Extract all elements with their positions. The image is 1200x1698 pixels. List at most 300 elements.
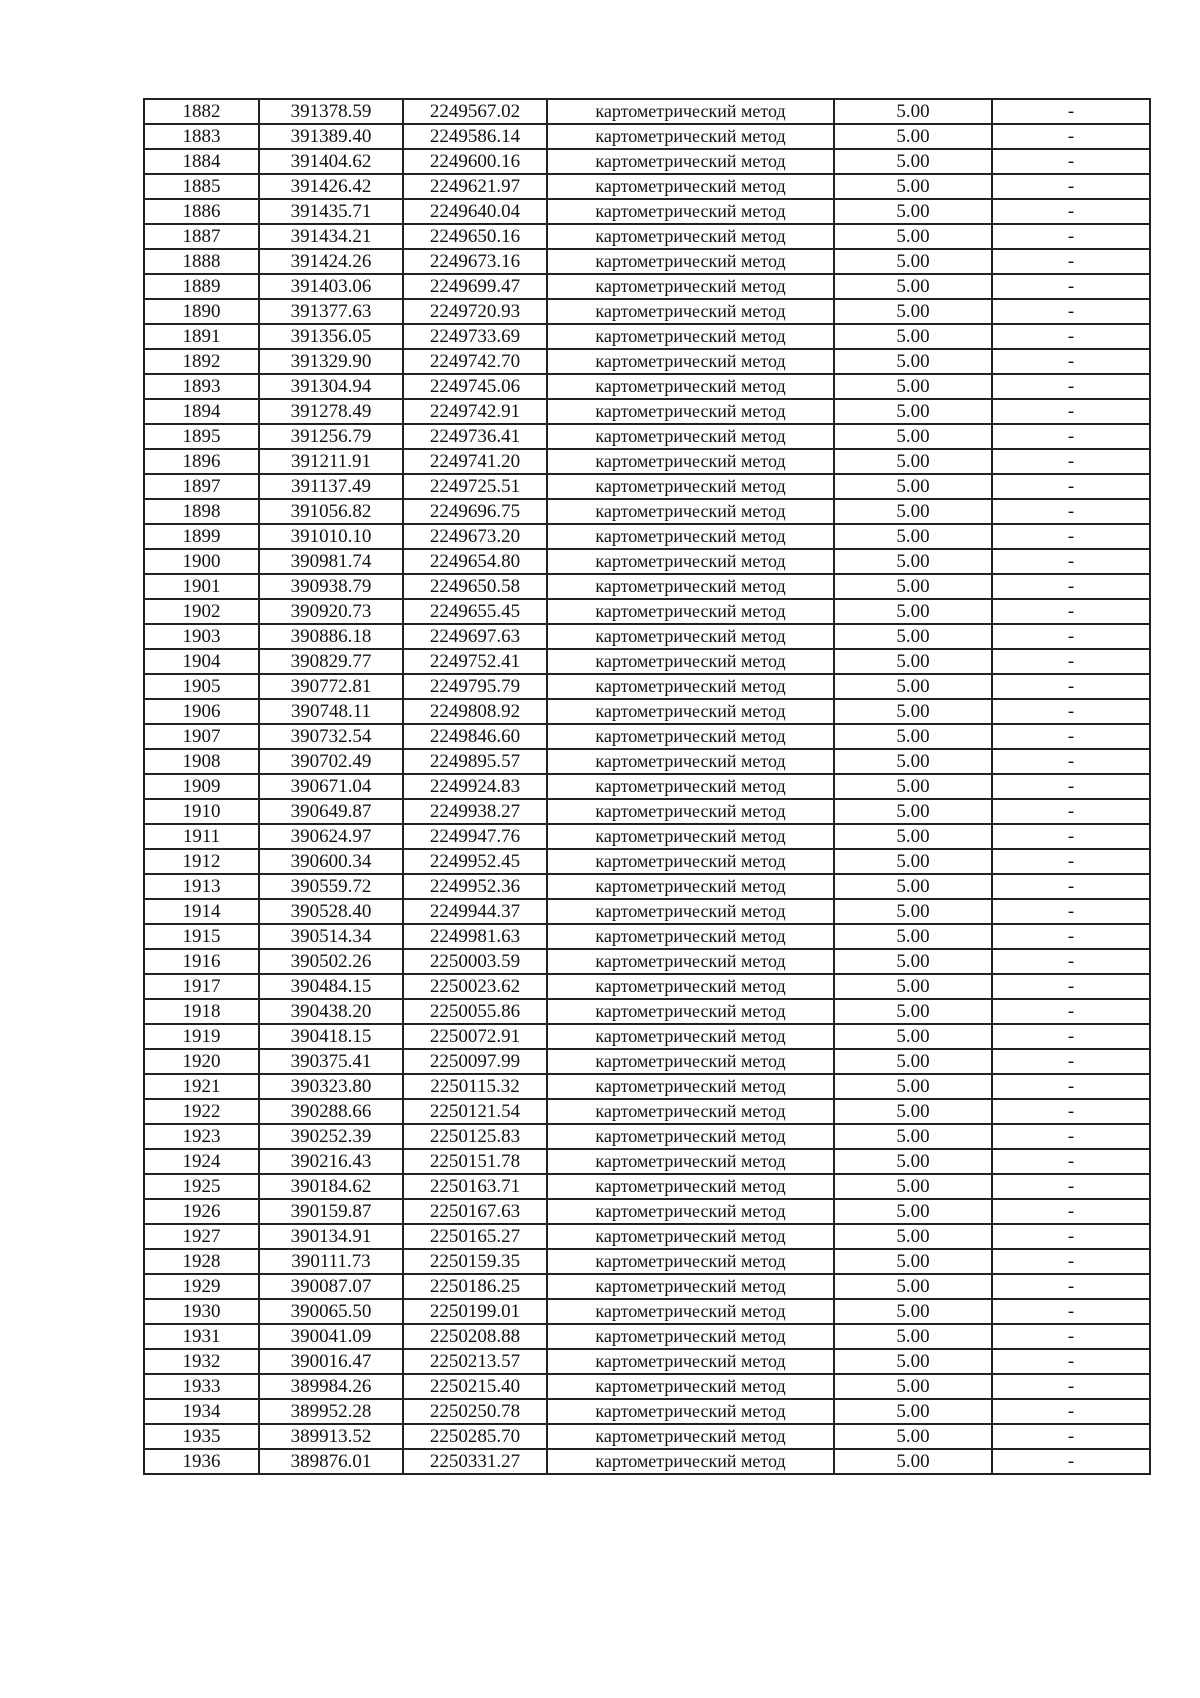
y-coordinate-cell: 2250121.54 — [403, 1099, 547, 1124]
y-coordinate-cell: 2249752.41 — [403, 649, 547, 674]
table-row — [144, 1124, 1150, 1149]
method-cell: картометрический метод — [547, 449, 834, 474]
x-coordinate-cell: 391304.94 — [259, 374, 403, 399]
table-row — [144, 124, 1150, 149]
y-coordinate-cell: 2249586.14 — [403, 124, 547, 149]
description-cell: - — [992, 524, 1150, 549]
description-cell: - — [992, 549, 1150, 574]
accuracy-cell: 5.00 — [834, 849, 992, 874]
method-cell: картометрический метод — [547, 699, 834, 724]
x-coordinate-cell: 391329.90 — [259, 349, 403, 374]
point-number-cell: 1908 — [144, 749, 259, 774]
point-number-cell: 1906 — [144, 699, 259, 724]
accuracy-cell: 5.00 — [834, 1399, 992, 1424]
x-coordinate-cell: 391378.59 — [259, 99, 403, 124]
point-number-cell: 1923 — [144, 1124, 259, 1149]
description-cell: - — [992, 874, 1150, 899]
table-row — [144, 549, 1150, 574]
x-coordinate-cell: 391435.71 — [259, 199, 403, 224]
accuracy-cell: 5.00 — [834, 99, 992, 124]
description-cell: - — [992, 799, 1150, 824]
description-cell: - — [992, 724, 1150, 749]
description-cell: - — [992, 1399, 1150, 1424]
y-coordinate-cell: 2249808.92 — [403, 699, 547, 724]
y-coordinate-cell: 2250072.91 — [403, 1024, 547, 1049]
point-number-cell: 1895 — [144, 424, 259, 449]
method-cell: картометрический метод — [547, 924, 834, 949]
method-cell: картометрический метод — [547, 899, 834, 924]
x-coordinate-cell: 391434.21 — [259, 224, 403, 249]
table-row — [144, 1324, 1150, 1349]
y-coordinate-cell: 2249673.20 — [403, 524, 547, 549]
point-number-cell: 1930 — [144, 1299, 259, 1324]
accuracy-cell: 5.00 — [834, 299, 992, 324]
point-number-cell: 1890 — [144, 299, 259, 324]
y-coordinate-cell: 2250208.88 — [403, 1324, 547, 1349]
accuracy-cell: 5.00 — [834, 349, 992, 374]
y-coordinate-cell: 2250003.59 — [403, 949, 547, 974]
description-cell: - — [992, 99, 1150, 124]
description-cell: - — [992, 1024, 1150, 1049]
y-coordinate-cell: 2250285.70 — [403, 1424, 547, 1449]
point-number-cell: 1918 — [144, 999, 259, 1024]
y-coordinate-cell: 2249640.04 — [403, 199, 547, 224]
x-coordinate-cell: 390184.62 — [259, 1174, 403, 1199]
accuracy-cell: 5.00 — [834, 1349, 992, 1374]
table-row — [144, 1074, 1150, 1099]
method-cell: картометрический метод — [547, 124, 834, 149]
description-cell: - — [992, 449, 1150, 474]
description-cell: - — [992, 424, 1150, 449]
point-number-cell: 1917 — [144, 974, 259, 999]
method-cell: картометрический метод — [547, 549, 834, 574]
table-row — [144, 1174, 1150, 1199]
x-coordinate-cell: 390288.66 — [259, 1099, 403, 1124]
point-number-cell: 1899 — [144, 524, 259, 549]
table-row — [144, 1249, 1150, 1274]
method-cell: картометрический метод — [547, 1299, 834, 1324]
accuracy-cell: 5.00 — [834, 274, 992, 299]
table-row — [144, 349, 1150, 374]
table-row — [144, 1224, 1150, 1249]
description-cell: - — [992, 1149, 1150, 1174]
accuracy-cell: 5.00 — [834, 1374, 992, 1399]
y-coordinate-cell: 2250331.27 — [403, 1449, 547, 1474]
y-coordinate-cell: 2249654.80 — [403, 549, 547, 574]
x-coordinate-cell: 391356.05 — [259, 324, 403, 349]
point-number-cell: 1897 — [144, 474, 259, 499]
method-cell: картометрический метод — [547, 1324, 834, 1349]
y-coordinate-cell: 2249846.60 — [403, 724, 547, 749]
table-row — [144, 224, 1150, 249]
y-coordinate-cell: 2250151.78 — [403, 1149, 547, 1174]
x-coordinate-cell: 390559.72 — [259, 874, 403, 899]
y-coordinate-cell: 2250125.83 — [403, 1124, 547, 1149]
table-row — [144, 449, 1150, 474]
x-coordinate-cell: 389984.26 — [259, 1374, 403, 1399]
description-cell: - — [992, 1324, 1150, 1349]
accuracy-cell: 5.00 — [834, 1324, 992, 1349]
method-cell: картометрический метод — [547, 599, 834, 624]
point-number-cell: 1884 — [144, 149, 259, 174]
method-cell: картометрический метод — [547, 749, 834, 774]
y-coordinate-cell: 2249621.97 — [403, 174, 547, 199]
description-cell: - — [992, 849, 1150, 874]
x-coordinate-cell: 389952.28 — [259, 1399, 403, 1424]
y-coordinate-cell: 2249952.45 — [403, 849, 547, 874]
table-row — [144, 499, 1150, 524]
x-coordinate-cell: 390418.15 — [259, 1024, 403, 1049]
y-coordinate-cell: 2249742.70 — [403, 349, 547, 374]
table-row — [144, 599, 1150, 624]
point-number-cell: 1922 — [144, 1099, 259, 1124]
table-row — [144, 1374, 1150, 1399]
accuracy-cell: 5.00 — [834, 974, 992, 999]
description-cell: - — [992, 974, 1150, 999]
point-number-cell: 1886 — [144, 199, 259, 224]
accuracy-cell: 5.00 — [834, 499, 992, 524]
table-row — [144, 1274, 1150, 1299]
point-number-cell: 1900 — [144, 549, 259, 574]
point-number-cell: 1896 — [144, 449, 259, 474]
description-cell: - — [992, 149, 1150, 174]
point-number-cell: 1920 — [144, 1049, 259, 1074]
method-cell: картометрический метод — [547, 1099, 834, 1124]
table-row — [144, 949, 1150, 974]
description-cell: - — [992, 224, 1150, 249]
accuracy-cell: 5.00 — [834, 399, 992, 424]
y-coordinate-cell: 2250163.71 — [403, 1174, 547, 1199]
method-cell: картометрический метод — [547, 1449, 834, 1474]
description-cell: - — [992, 924, 1150, 949]
x-coordinate-cell: 390438.20 — [259, 999, 403, 1024]
point-number-cell: 1935 — [144, 1424, 259, 1449]
point-number-cell: 1934 — [144, 1399, 259, 1424]
description-cell: - — [992, 1099, 1150, 1124]
table-row — [144, 1149, 1150, 1174]
description-cell: - — [992, 324, 1150, 349]
x-coordinate-cell: 390600.34 — [259, 849, 403, 874]
point-number-cell: 1921 — [144, 1074, 259, 1099]
method-cell: картометрический метод — [547, 499, 834, 524]
x-coordinate-cell: 391211.91 — [259, 449, 403, 474]
method-cell: картометрический метод — [547, 724, 834, 749]
point-number-cell: 1891 — [144, 324, 259, 349]
y-coordinate-cell: 2249742.91 — [403, 399, 547, 424]
point-number-cell: 1924 — [144, 1149, 259, 1174]
table-row — [144, 1199, 1150, 1224]
point-number-cell: 1912 — [144, 849, 259, 874]
method-cell: картометрический метод — [547, 1024, 834, 1049]
method-cell: картометрический метод — [547, 949, 834, 974]
description-cell: - — [992, 1199, 1150, 1224]
y-coordinate-cell: 2250199.01 — [403, 1299, 547, 1324]
x-coordinate-cell: 390528.40 — [259, 899, 403, 924]
description-cell: - — [992, 1224, 1150, 1249]
x-coordinate-cell: 391403.06 — [259, 274, 403, 299]
table-row — [144, 924, 1150, 949]
method-cell: картометрический метод — [547, 99, 834, 124]
method-cell: картометрический метод — [547, 774, 834, 799]
x-coordinate-cell: 390702.49 — [259, 749, 403, 774]
description-cell: - — [992, 824, 1150, 849]
x-coordinate-cell: 390111.73 — [259, 1249, 403, 1274]
x-coordinate-cell: 390748.11 — [259, 699, 403, 724]
accuracy-cell: 5.00 — [834, 874, 992, 899]
y-coordinate-cell: 2249733.69 — [403, 324, 547, 349]
accuracy-cell: 5.00 — [834, 149, 992, 174]
x-coordinate-cell: 390016.47 — [259, 1349, 403, 1374]
y-coordinate-cell: 2250250.78 — [403, 1399, 547, 1424]
x-coordinate-cell: 390829.77 — [259, 649, 403, 674]
method-cell: картометрический метод — [547, 524, 834, 549]
y-coordinate-cell: 2249673.16 — [403, 249, 547, 274]
x-coordinate-cell: 390087.07 — [259, 1274, 403, 1299]
table-row — [144, 624, 1150, 649]
table-row — [144, 324, 1150, 349]
y-coordinate-cell: 2249895.57 — [403, 749, 547, 774]
accuracy-cell: 5.00 — [834, 624, 992, 649]
description-cell: - — [992, 1174, 1150, 1199]
method-cell: картометрический метод — [547, 1049, 834, 1074]
table-row — [144, 1299, 1150, 1324]
description-cell: - — [992, 1374, 1150, 1399]
point-number-cell: 1882 — [144, 99, 259, 124]
x-coordinate-cell: 391137.49 — [259, 474, 403, 499]
table-row — [144, 199, 1150, 224]
y-coordinate-cell: 2249650.16 — [403, 224, 547, 249]
accuracy-cell: 5.00 — [834, 649, 992, 674]
point-number-cell: 1909 — [144, 774, 259, 799]
table-row — [144, 824, 1150, 849]
method-cell: картометрический метод — [547, 249, 834, 274]
accuracy-cell: 5.00 — [834, 1024, 992, 1049]
method-cell: картометрический метод — [547, 1199, 834, 1224]
accuracy-cell: 5.00 — [834, 699, 992, 724]
point-number-cell: 1905 — [144, 674, 259, 699]
point-number-cell: 1926 — [144, 1199, 259, 1224]
table-row — [144, 649, 1150, 674]
y-coordinate-cell: 2249924.83 — [403, 774, 547, 799]
y-coordinate-cell: 2249741.20 — [403, 449, 547, 474]
point-number-cell: 1929 — [144, 1274, 259, 1299]
y-coordinate-cell: 2249981.63 — [403, 924, 547, 949]
point-number-cell: 1904 — [144, 649, 259, 674]
accuracy-cell: 5.00 — [834, 574, 992, 599]
description-cell: - — [992, 574, 1150, 599]
method-cell: картометрический метод — [547, 849, 834, 874]
point-number-cell: 1910 — [144, 799, 259, 824]
y-coordinate-cell: 2249725.51 — [403, 474, 547, 499]
table-row — [144, 1449, 1150, 1474]
x-coordinate-cell: 390375.41 — [259, 1049, 403, 1074]
x-coordinate-cell: 390134.91 — [259, 1224, 403, 1249]
x-coordinate-cell: 390981.74 — [259, 549, 403, 574]
accuracy-cell: 5.00 — [834, 1174, 992, 1199]
table-row — [144, 474, 1150, 499]
accuracy-cell: 5.00 — [834, 474, 992, 499]
description-cell: - — [992, 124, 1150, 149]
method-cell: картометрический метод — [547, 1074, 834, 1099]
point-number-cell: 1915 — [144, 924, 259, 949]
accuracy-cell: 5.00 — [834, 1099, 992, 1124]
y-coordinate-cell: 2250165.27 — [403, 1224, 547, 1249]
description-cell: - — [992, 474, 1150, 499]
description-cell: - — [992, 599, 1150, 624]
point-number-cell: 1901 — [144, 574, 259, 599]
accuracy-cell: 5.00 — [834, 999, 992, 1024]
y-coordinate-cell: 2249567.02 — [403, 99, 547, 124]
description-cell: - — [992, 899, 1150, 924]
method-cell: картометрический метод — [547, 824, 834, 849]
description-cell: - — [992, 1249, 1150, 1274]
method-cell: картометрический метод — [547, 174, 834, 199]
accuracy-cell: 5.00 — [834, 249, 992, 274]
y-coordinate-cell: 2249938.27 — [403, 799, 547, 824]
method-cell: картометрический метод — [547, 1124, 834, 1149]
accuracy-cell: 5.00 — [834, 774, 992, 799]
method-cell: картометрический метод — [547, 1149, 834, 1174]
description-cell: - — [992, 399, 1150, 424]
x-coordinate-cell: 391426.42 — [259, 174, 403, 199]
table-row — [144, 1099, 1150, 1124]
table-row — [144, 149, 1150, 174]
y-coordinate-cell: 2249696.75 — [403, 499, 547, 524]
method-cell: картометрический метод — [547, 274, 834, 299]
x-coordinate-cell: 390323.80 — [259, 1074, 403, 1099]
table-row — [144, 849, 1150, 874]
description-cell: - — [992, 199, 1150, 224]
y-coordinate-cell: 2249720.93 — [403, 299, 547, 324]
table-row — [144, 299, 1150, 324]
table-row — [144, 799, 1150, 824]
table-row — [144, 999, 1150, 1024]
description-cell: - — [992, 999, 1150, 1024]
method-cell: картометрический метод — [547, 624, 834, 649]
y-coordinate-cell: 2250213.57 — [403, 1349, 547, 1374]
y-coordinate-cell: 2250186.25 — [403, 1274, 547, 1299]
method-cell: картометрический метод — [547, 1424, 834, 1449]
x-coordinate-cell: 390772.81 — [259, 674, 403, 699]
y-coordinate-cell: 2250167.63 — [403, 1199, 547, 1224]
accuracy-cell: 5.00 — [834, 1274, 992, 1299]
table-row — [144, 1424, 1150, 1449]
table-row — [144, 99, 1150, 124]
method-cell: картометрический метод — [547, 474, 834, 499]
y-coordinate-cell: 2249655.45 — [403, 599, 547, 624]
x-coordinate-cell: 390649.87 — [259, 799, 403, 824]
method-cell: картометрический метод — [547, 1274, 834, 1299]
accuracy-cell: 5.00 — [834, 799, 992, 824]
description-cell: - — [992, 374, 1150, 399]
y-coordinate-cell: 2249600.16 — [403, 149, 547, 174]
accuracy-cell: 5.00 — [834, 749, 992, 774]
description-cell: - — [992, 1349, 1150, 1374]
accuracy-cell: 5.00 — [834, 374, 992, 399]
description-cell: - — [992, 499, 1150, 524]
table-row — [144, 1399, 1150, 1424]
point-number-cell: 1892 — [144, 349, 259, 374]
table-row — [144, 524, 1150, 549]
table-row — [144, 574, 1150, 599]
accuracy-cell: 5.00 — [834, 1149, 992, 1174]
description-cell: - — [992, 174, 1150, 199]
point-number-cell: 1928 — [144, 1249, 259, 1274]
accuracy-cell: 5.00 — [834, 1424, 992, 1449]
accuracy-cell: 5.00 — [834, 1049, 992, 1074]
method-cell: картометрический метод — [547, 224, 834, 249]
point-number-cell: 1888 — [144, 249, 259, 274]
y-coordinate-cell: 2249745.06 — [403, 374, 547, 399]
accuracy-cell: 5.00 — [834, 1124, 992, 1149]
table-row — [144, 374, 1150, 399]
accuracy-cell: 5.00 — [834, 1074, 992, 1099]
accuracy-cell: 5.00 — [834, 599, 992, 624]
table-row — [144, 974, 1150, 999]
point-number-cell: 1911 — [144, 824, 259, 849]
method-cell: картометрический метод — [547, 1349, 834, 1374]
x-coordinate-cell: 391256.79 — [259, 424, 403, 449]
accuracy-cell: 5.00 — [834, 924, 992, 949]
y-coordinate-cell: 2250097.99 — [403, 1049, 547, 1074]
point-number-cell: 1889 — [144, 274, 259, 299]
point-number-cell: 1931 — [144, 1324, 259, 1349]
x-coordinate-cell: 390041.09 — [259, 1324, 403, 1349]
method-cell: картометрический метод — [547, 199, 834, 224]
point-number-cell: 1902 — [144, 599, 259, 624]
accuracy-cell: 5.00 — [834, 1224, 992, 1249]
y-coordinate-cell: 2249650.58 — [403, 574, 547, 599]
point-number-cell: 1898 — [144, 499, 259, 524]
accuracy-cell: 5.00 — [834, 174, 992, 199]
y-coordinate-cell: 2249697.63 — [403, 624, 547, 649]
coordinates-table-body — [144, 99, 1150, 1474]
y-coordinate-cell: 2249944.37 — [403, 899, 547, 924]
x-coordinate-cell: 390159.87 — [259, 1199, 403, 1224]
y-coordinate-cell: 2249947.76 — [403, 824, 547, 849]
point-number-cell: 1916 — [144, 949, 259, 974]
description-cell: - — [992, 1299, 1150, 1324]
method-cell: картометрический метод — [547, 424, 834, 449]
method-cell: картометрический метод — [547, 674, 834, 699]
x-coordinate-cell: 390624.97 — [259, 824, 403, 849]
point-number-cell: 1885 — [144, 174, 259, 199]
x-coordinate-cell: 390938.79 — [259, 574, 403, 599]
description-cell: - — [992, 249, 1150, 274]
table-row — [144, 1024, 1150, 1049]
accuracy-cell: 5.00 — [834, 124, 992, 149]
accuracy-cell: 5.00 — [834, 724, 992, 749]
x-coordinate-cell: 390252.39 — [259, 1124, 403, 1149]
method-cell: картометрический метод — [547, 649, 834, 674]
x-coordinate-cell: 390484.15 — [259, 974, 403, 999]
table-row — [144, 674, 1150, 699]
accuracy-cell: 5.00 — [834, 674, 992, 699]
x-coordinate-cell: 390732.54 — [259, 724, 403, 749]
table-row — [144, 174, 1150, 199]
point-number-cell: 1936 — [144, 1449, 259, 1474]
accuracy-cell: 5.00 — [834, 1299, 992, 1324]
method-cell: картометрический метод — [547, 399, 834, 424]
x-coordinate-cell: 390920.73 — [259, 599, 403, 624]
x-coordinate-cell: 390502.26 — [259, 949, 403, 974]
y-coordinate-cell: 2249699.47 — [403, 274, 547, 299]
method-cell: картометрический метод — [547, 1374, 834, 1399]
table-row — [144, 774, 1150, 799]
x-coordinate-cell: 390065.50 — [259, 1299, 403, 1324]
method-cell: картометрический метод — [547, 1399, 834, 1424]
accuracy-cell: 5.00 — [834, 324, 992, 349]
